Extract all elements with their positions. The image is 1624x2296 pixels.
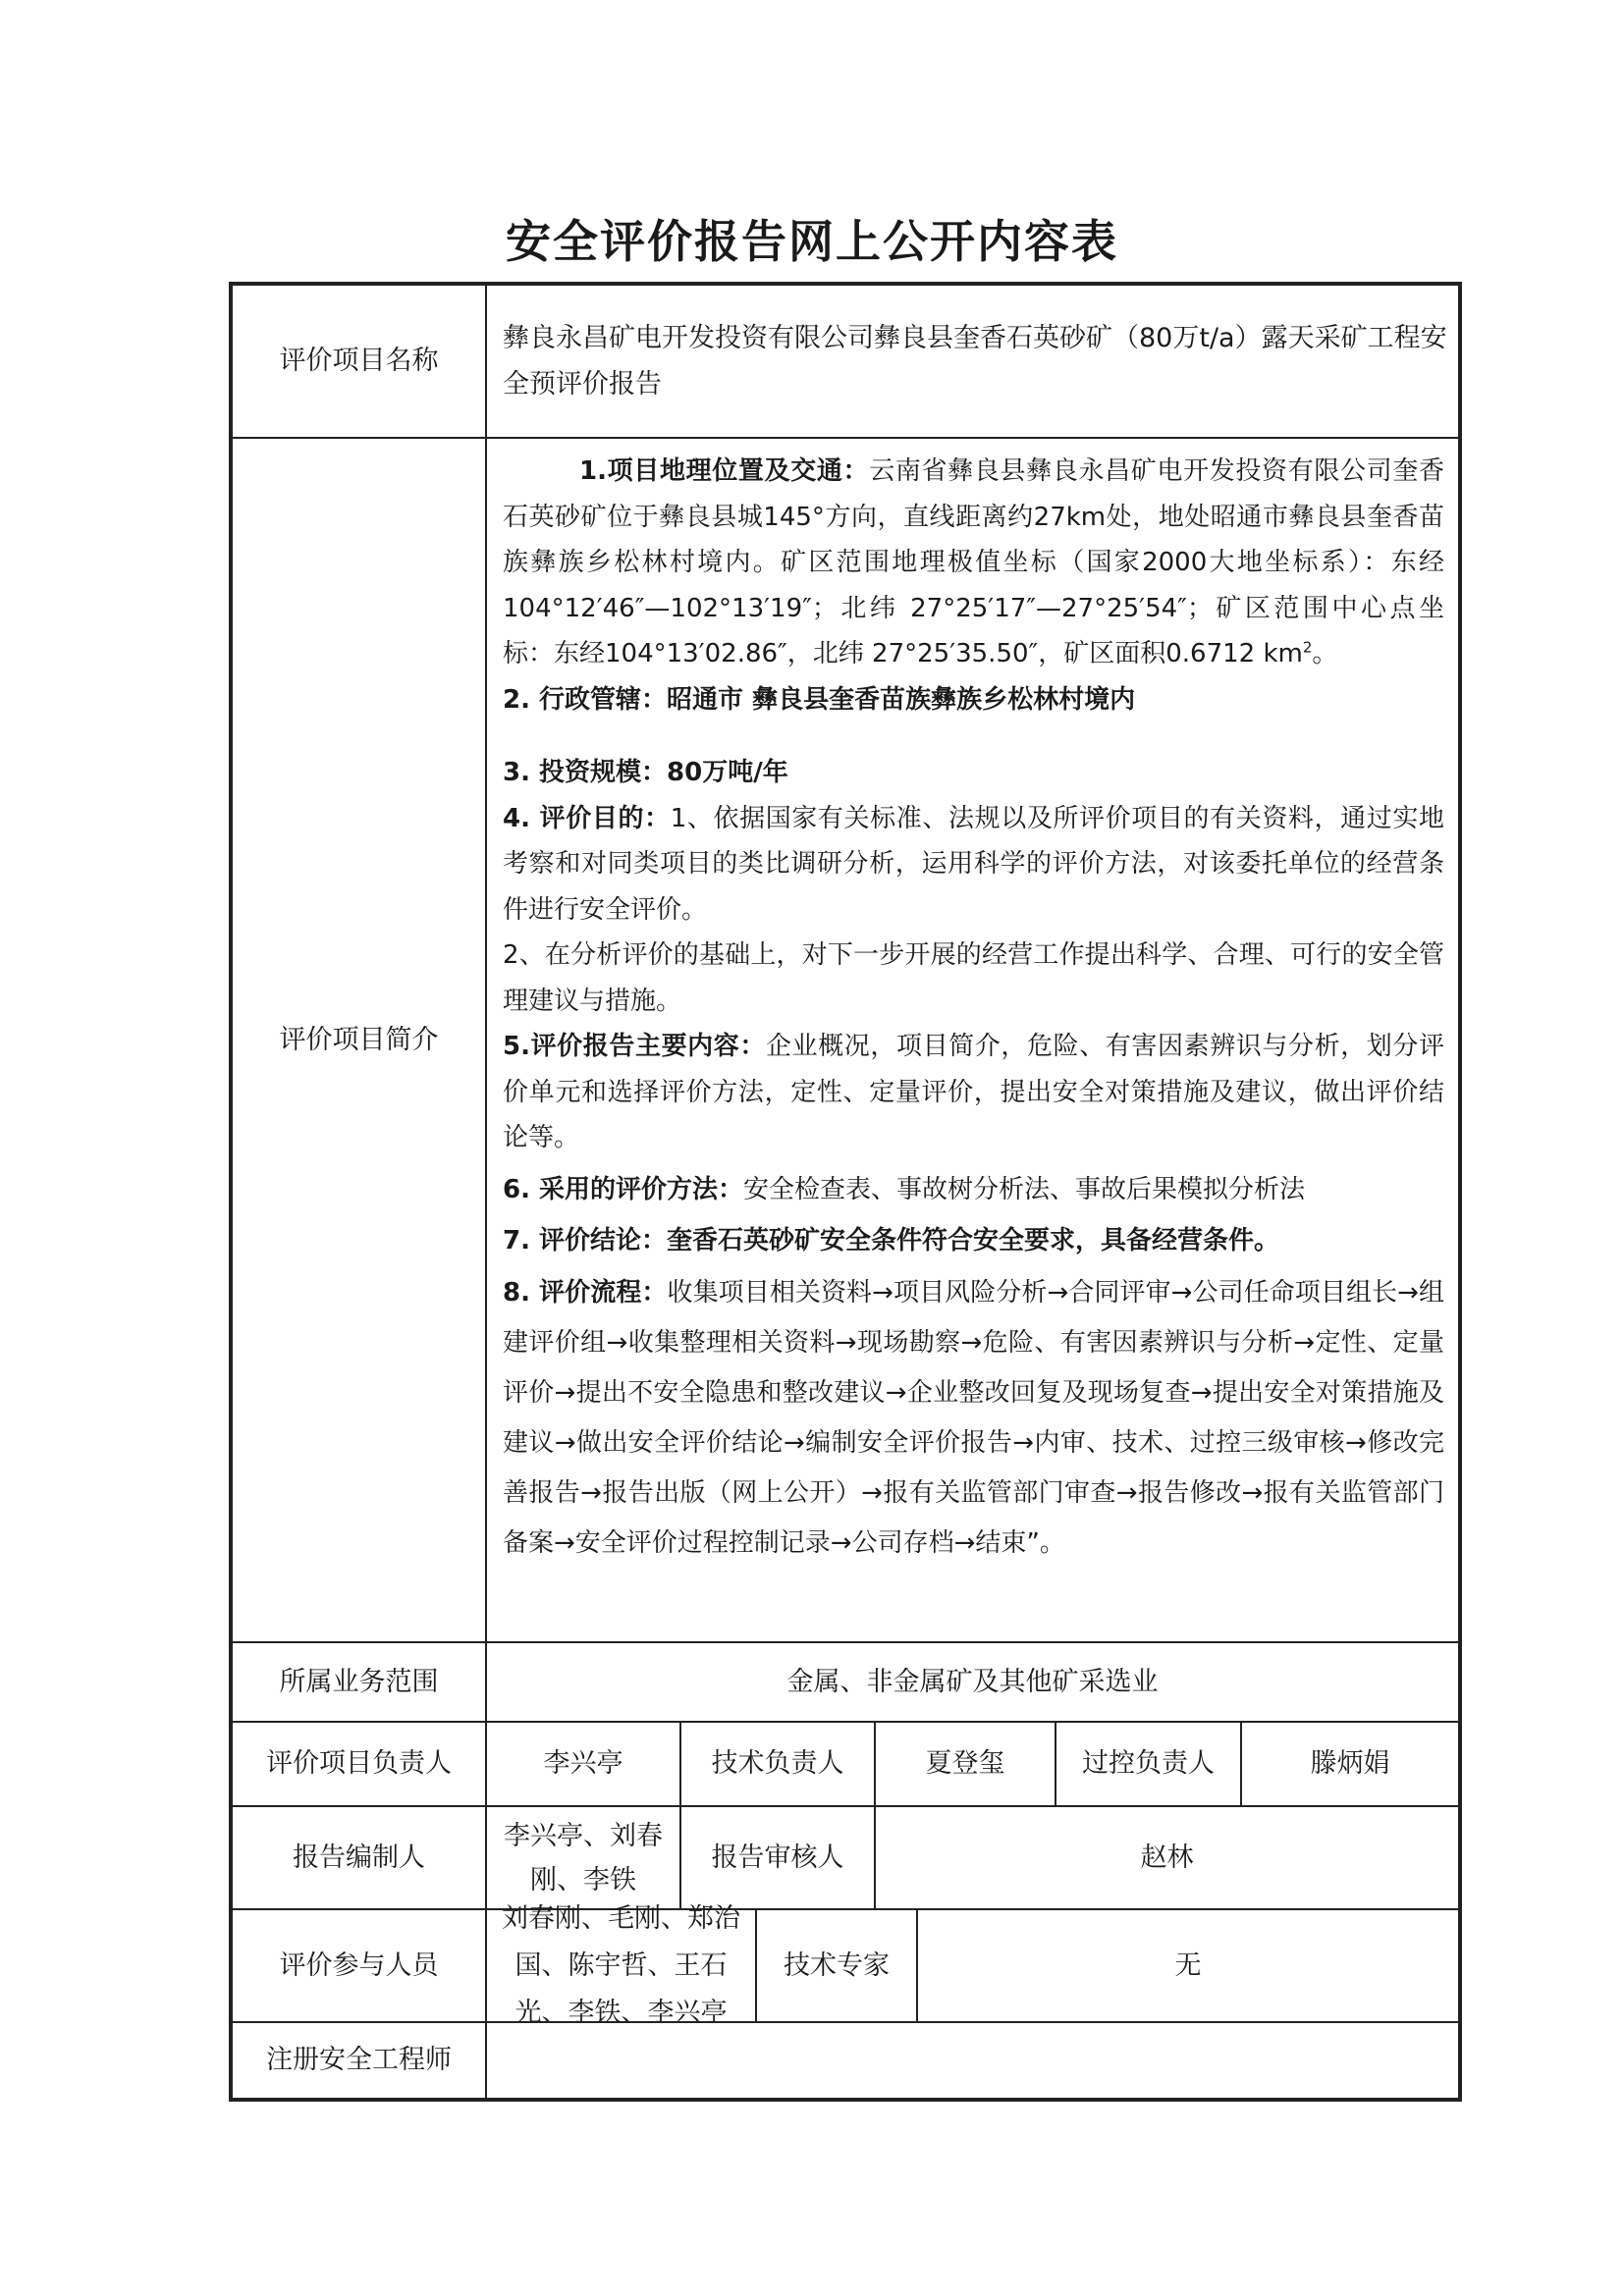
intro-scale-paragraph <box>503 750 1444 796</box>
scope-value: 金属、非金属矿及其他矿采选业 <box>485 1641 1460 1723</box>
intro-purpose-text: 1、依据国家有关标准、法规以及所评价项目的有关资料，通过实地考察和对同类项目的类比调研分析，运用科学的评价方法，对该委托单位的经营条件进行安全评价。 <box>503 803 1444 925</box>
intro-method-paragraph <box>503 1167 1444 1213</box>
expert-label: 技术专家 <box>755 1908 918 2023</box>
intro-admin-paragraph <box>503 677 1444 723</box>
expert-value: 无 <box>916 1908 1460 2023</box>
intro-location-heading: 1.项目地理位置及交通： <box>579 456 870 486</box>
project-name-value: 彝良永昌矿电开发投资有限公司彝良县奎香石英砂矿（80万t/a）露天采矿工程安全预评价报告 <box>485 284 1460 439</box>
intro-method-text: 安全检查表、事故树分析法、事故后果模拟分析法 <box>743 1174 1306 1204</box>
intro-content-text: 企业概况，项目简介，危险、有害因素辨识与分析，划分评价单元和选择评价方法，定性、定量评价，提出安全对策措施及建议，做出评价结论等。 <box>503 1032 1444 1152</box>
author-label: 报告编制人 <box>231 1805 487 1910</box>
intro-method-heading: 6. 采用的评价方法： <box>503 1174 744 1204</box>
intro-location-text: 云南省彝良县彝良永昌矿电开发投资有限公司奎香石英砂矿位于彝良县城145°方向，直线距离约27km处，地处昭通市彝良县奎香苗族彝族乡松林村境内。矿区范围地理极值坐标（国家2000大地坐标系）：东经 104°12′46″—102°13′19″；北纬 27°25′17″—27°25′54″；矿区范围中心点坐标：东经104°13′02.86″，北纬 27°25′35.50″，矿区面积0.6712 km <box>503 456 1444 668</box>
intro-content <box>485 437 1460 1643</box>
intro-conclusion-paragraph <box>503 1218 1444 1264</box>
intro-location-end: 。 <box>1312 639 1338 668</box>
intro-process-text: 收集项目相关资料→项目风险分析→合同评审→公司任命项目组长→组建评价组→收集整理相关资料→现场勘察→危险、有害因素辨识与分析→定性、定量评价→提出不安全隐患和整改建议→企业整改回复及现场复查→提出安全对策措施及建议→做出安全评价结论→编制安全评价报告→内审、技术、过控三级审核→修改完善报告→报告出版（网上公开）→报有关监管部门审查→报告修改→报有关监管部门备案→安全评价过程控制记录→公司存档→结束”。 <box>503 1277 1444 1558</box>
intro-content-heading: 5.评价报告主要内容： <box>503 1032 766 1061</box>
intro-purpose-heading: 4. 评价目的： <box>503 803 671 833</box>
intro-location-paragraph <box>503 449 1444 677</box>
intro-content-paragraph <box>503 1024 1444 1161</box>
area-unit-superscript: 2 <box>1302 638 1313 657</box>
intro-label: 评价项目简介 <box>231 437 487 1643</box>
reviewer-label: 报告审核人 <box>679 1805 876 1910</box>
disclosure-table <box>229 282 1462 2102</box>
intro-scale-text: 3. 投资规模：80万吨/年 <box>503 758 788 787</box>
intro-admin-text: 2. 行政管辖：昭通市 彝良县奎香苗族彝族乡松林村境内 <box>503 684 1136 715</box>
intro-purpose2-paragraph: 2、在分析评价的基础上，对下一步开展的经营工作提出科学、合理、可行的安全管理建议与措施。 <box>503 940 1444 1016</box>
intro-process-paragraph <box>503 1268 1444 1569</box>
participants-value: 刘春刚、毛刚、郑治国、陈宇哲、王石光、李铁、李兴亭 <box>485 1908 757 2023</box>
intro-conclusion-text: 7. 评价结论：奎香石英砂矿安全条件符合安全要求，具备经营条件。 <box>503 1226 1280 1255</box>
scope-label: 所属业务范围 <box>231 1641 487 1723</box>
tech-lead-value: 夏登玺 <box>874 1721 1056 1807</box>
tech-lead-label: 技术负责人 <box>679 1721 876 1807</box>
project-name-label: 评价项目名称 <box>231 284 487 439</box>
author-value: 李兴亭、刘春刚、李铁 <box>485 1805 681 1910</box>
reviewer-value: 赵林 <box>874 1805 1460 1910</box>
leader-label: 评价项目负责人 <box>231 1721 487 1807</box>
process-lead-value: 滕炳娟 <box>1240 1721 1460 1807</box>
process-lead-label: 过控负责人 <box>1055 1721 1242 1807</box>
participants-label: 评价参与人员 <box>231 1908 487 2023</box>
engineer-value <box>485 2021 1460 2100</box>
engineer-label: 注册安全工程师 <box>231 2021 487 2100</box>
page-title: 安全评价报告网上公开内容表 <box>506 215 1118 268</box>
intro-process-heading: 8. 评价流程： <box>503 1277 668 1308</box>
intro-purpose-paragraph <box>503 796 1444 934</box>
leader-value: 李兴亭 <box>485 1721 681 1807</box>
